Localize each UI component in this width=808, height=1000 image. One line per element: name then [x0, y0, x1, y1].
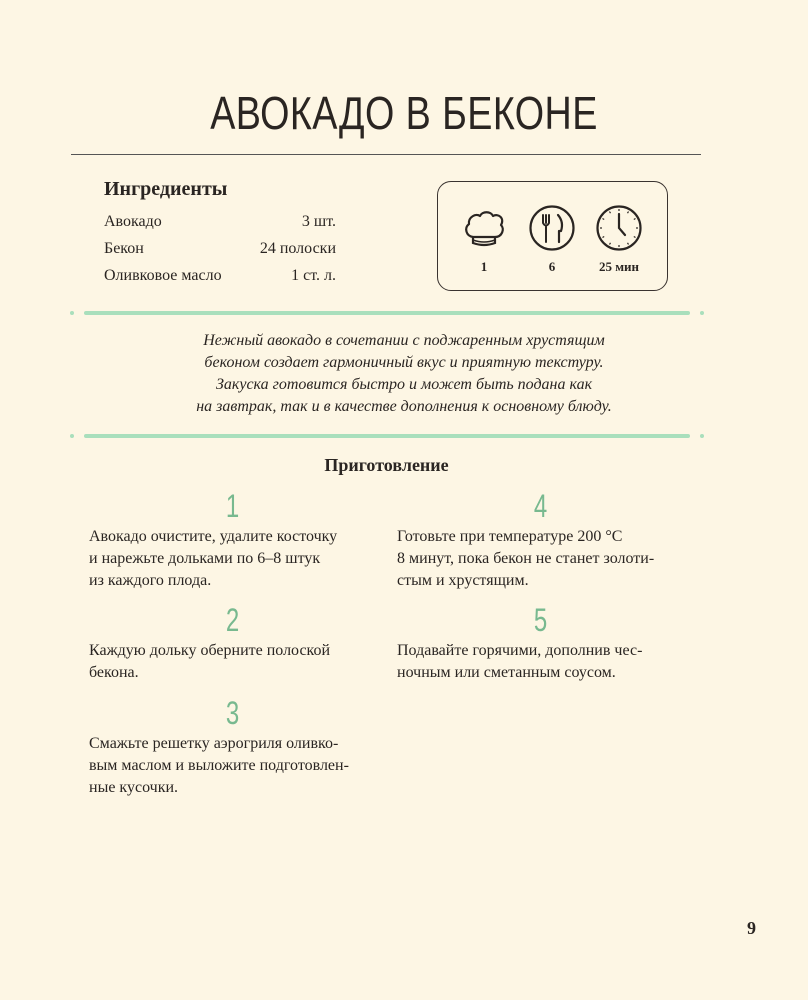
intro-line: беконом создает гармоничный вкус и приятную текстуру.: [204, 354, 604, 371]
recipe-info-box: [437, 181, 668, 291]
step-5: [397, 602, 697, 684]
ingredient-name: Бекон: [104, 240, 144, 257]
ingredient-row: [104, 266, 336, 293]
step-text: Подавайте горячими, дополнив чес- ночным или сметанным соусом.: [397, 642, 643, 681]
ingredient-name: Авокадо: [104, 213, 162, 230]
step-4: [397, 488, 697, 592]
ingredients-heading: Ингредиенты: [104, 178, 228, 200]
ingredient-name: Оливковое масло: [104, 267, 222, 284]
step-text: Готовьте при температуре 200 °С 8 минут, пока бекон не станет золоти- стым и хрустящим.: [397, 528, 655, 589]
step-text: Каждую дольку оберните полоской бекона.: [89, 642, 331, 681]
recipe-intro: [120, 330, 688, 418]
step-number: 4: [533, 488, 548, 524]
step-text: Авокадо очистите, удалите косточку и нарежьте дольками по 6–8 штук из каждого плода.: [89, 528, 338, 589]
ingredient-row: [104, 239, 336, 266]
time-value: 25 мин: [598, 259, 640, 274]
ingredient-row: [104, 212, 336, 239]
recipe-title: АВОКАДО В БЕКОНЕ: [210, 87, 598, 139]
step-2: [89, 602, 389, 684]
divider-bottom: [70, 432, 704, 440]
intro-line: на завтрак, так и в качестве дополнения к основному блюду.: [196, 398, 612, 415]
step-text: Смажьте решетку аэрогриля оливко- вым маслом и выложите подготовлен- ные кусочки.: [89, 735, 349, 796]
preparation-heading: Приготовление: [324, 455, 449, 475]
step-number: 3: [225, 695, 240, 731]
portions-value: 6: [548, 259, 556, 274]
servings-value: 1: [480, 259, 488, 274]
step-number: 2: [225, 602, 240, 638]
intro-line: Нежный авокадо в сочетании с поджаренным хрустящим: [203, 332, 605, 349]
ingredient-qty: 24 полоски: [259, 240, 336, 257]
ingredient-qty: 3 шт.: [301, 213, 336, 230]
divider-top: [70, 309, 704, 317]
ingredient-qty: 1 ст. л.: [291, 267, 336, 284]
step-3: [89, 695, 389, 799]
chef-hat-icon: [460, 204, 508, 252]
clock-icon: [595, 204, 643, 252]
step-1: [89, 488, 389, 592]
intro-line: Закуска готовится быстро и может быть подана как: [215, 376, 593, 393]
fork-knife-icon: [528, 204, 576, 252]
step-number: 5: [533, 602, 548, 638]
title-underline: [71, 154, 701, 155]
ingredients-list: [104, 212, 336, 293]
page-number: 9: [747, 918, 756, 938]
step-number: 1: [225, 488, 240, 524]
